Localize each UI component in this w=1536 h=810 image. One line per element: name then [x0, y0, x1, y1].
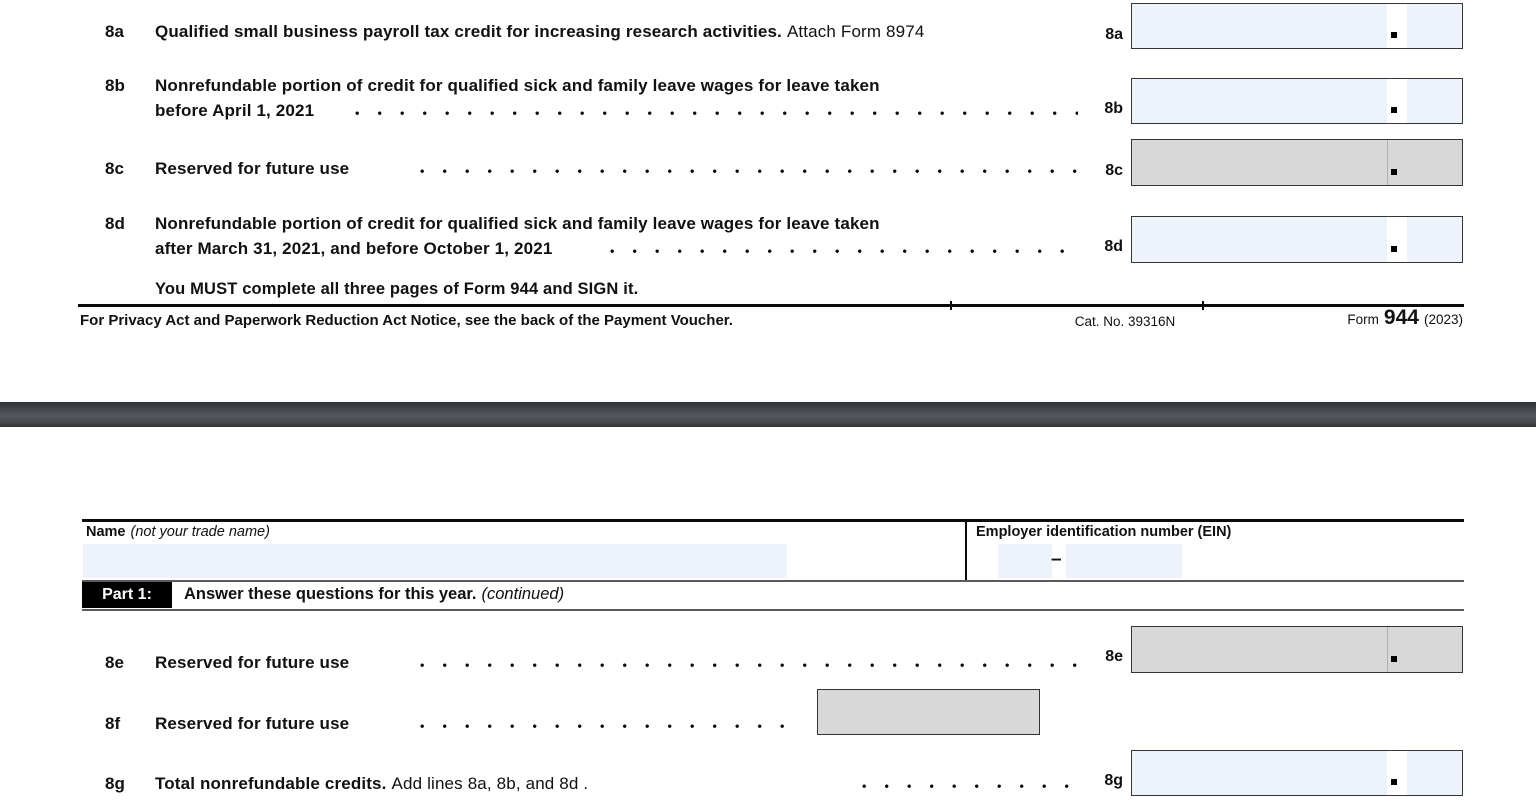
part1-title [184, 585, 564, 604]
line-8g-text [155, 774, 588, 794]
line-8g-text-bold: Total nonrefundable credits. [155, 774, 387, 793]
line-8b-box-label: 8b [1104, 100, 1123, 117]
decimal-divider-line [1387, 627, 1388, 672]
decimal-strip [1387, 79, 1407, 123]
reserved-box-8e [1131, 626, 1463, 673]
name-input[interactable] [83, 544, 787, 578]
decimal-dot [1391, 246, 1397, 252]
decimal-divider-line [1387, 140, 1388, 185]
line-8d-box-label: 8d [1104, 238, 1123, 255]
line-8d-number: 8d [105, 214, 125, 233]
decimal-dot [1391, 169, 1397, 175]
part1-bottom-rule [82, 609, 1464, 611]
dot-leader [420, 663, 1078, 668]
line-8g-number: 8g [105, 774, 125, 793]
line-8d-text-line2: after March 31, 2021, and before October 1, 2021 [155, 239, 553, 258]
form-number: 944 [1383, 306, 1419, 329]
amount-8g-cents-field[interactable] [1407, 751, 1462, 795]
name-label-hint: (not your trade name) [130, 524, 270, 540]
page-separator-bar [0, 402, 1536, 427]
ein-label: Employer identification number (EIN) [976, 524, 1232, 540]
dot-leader [420, 724, 788, 729]
line-8a-text [155, 22, 924, 42]
privacy-act-notice: For Privacy Act and Paperwork Reduction Act Notice, see the back of the Payment Voucher. [80, 312, 733, 329]
line-8g-text-regular: Add lines 8a, 8b, and 8d . [391, 774, 589, 793]
line-8e-text: Reserved for future use [155, 653, 350, 672]
amount-8a-cents-field[interactable] [1407, 4, 1462, 48]
decimal-dot [1391, 656, 1397, 662]
line-8c-text: Reserved for future use [155, 159, 350, 178]
form-word: Form [1347, 312, 1379, 327]
must-complete-note: You MUST complete all three pages of Form 944 and SIGN it. [155, 280, 639, 298]
amount-8b-dollars-field[interactable] [1132, 79, 1387, 123]
dot-leader [420, 169, 1078, 174]
footer-rule [78, 304, 1464, 307]
reserved-box-8f [817, 689, 1040, 735]
line-8d-text-line1: Nonrefundable portion of credit for qualified sick and family leave wages for leave taken [155, 214, 880, 233]
ein-dash: – [1051, 549, 1062, 570]
catalog-number: Cat. No. 39316N [1074, 314, 1176, 329]
line-8c-number: 8c [105, 159, 124, 178]
header-bottom-rule [82, 580, 1464, 582]
line-8c-box-label: 8c [1105, 162, 1123, 179]
line-8g-box-label: 8g [1104, 772, 1123, 789]
decimal-dot [1391, 779, 1397, 785]
amount-box-8a [1131, 3, 1463, 49]
decimal-dot [1391, 32, 1397, 38]
page2-header-top-rule [82, 519, 1464, 522]
decimal-strip [1387, 4, 1407, 48]
line-8a-text-bold: Qualified small business payroll tax credit for increasing research activities. [155, 22, 782, 41]
reserved-box-8c [1131, 139, 1463, 186]
line-8f-number: 8f [105, 714, 121, 733]
footer-rule-tick [950, 301, 952, 310]
decimal-strip [1387, 751, 1407, 795]
form-year: (2023) [1423, 312, 1463, 327]
line-8b-number: 8b [105, 76, 125, 95]
header-cell-divider [965, 520, 967, 580]
part1-badge: Part 1: [82, 582, 172, 608]
line-8b-text-line1: Nonrefundable portion of credit for qualified sick and family leave wages for leave taken [155, 76, 880, 95]
line-8e-number: 8e [105, 653, 124, 672]
decimal-strip [1387, 217, 1407, 262]
dot-leader [862, 784, 1078, 789]
decimal-dot [1391, 107, 1397, 113]
amount-8d-dollars-field[interactable] [1132, 217, 1387, 262]
part1-title-bold: Answer these questions for this year. [184, 585, 477, 603]
amount-8d-cents-field[interactable] [1407, 217, 1462, 262]
line-8a-text-regular: Attach Form 8974 [786, 22, 925, 41]
footer-rule-tick [1202, 301, 1204, 310]
dot-leader [610, 249, 1078, 254]
part1-title-continued: (continued) [481, 585, 565, 603]
line-8b-text-line2: before April 1, 2021 [155, 101, 315, 120]
dot-leader [355, 111, 1078, 116]
amount-box-8b [1131, 78, 1463, 124]
name-label-bold: Name [86, 524, 126, 540]
ein-input-suffix[interactable] [1066, 544, 1182, 578]
line-8a-box-label: 8a [1105, 26, 1123, 43]
form-identifier [1347, 306, 1463, 330]
ein-input-prefix[interactable] [998, 544, 1052, 578]
amount-box-8d [1131, 216, 1463, 263]
line-8e-box-label: 8e [1105, 648, 1123, 665]
line-8f-text: Reserved for future use [155, 714, 350, 733]
line-8a-number: 8a [105, 22, 124, 41]
amount-box-8g [1131, 750, 1463, 796]
amount-8b-cents-field[interactable] [1407, 79, 1462, 123]
name-label [86, 524, 270, 540]
amount-8a-dollars-field[interactable] [1132, 4, 1387, 48]
amount-8g-dollars-field[interactable] [1132, 751, 1387, 795]
